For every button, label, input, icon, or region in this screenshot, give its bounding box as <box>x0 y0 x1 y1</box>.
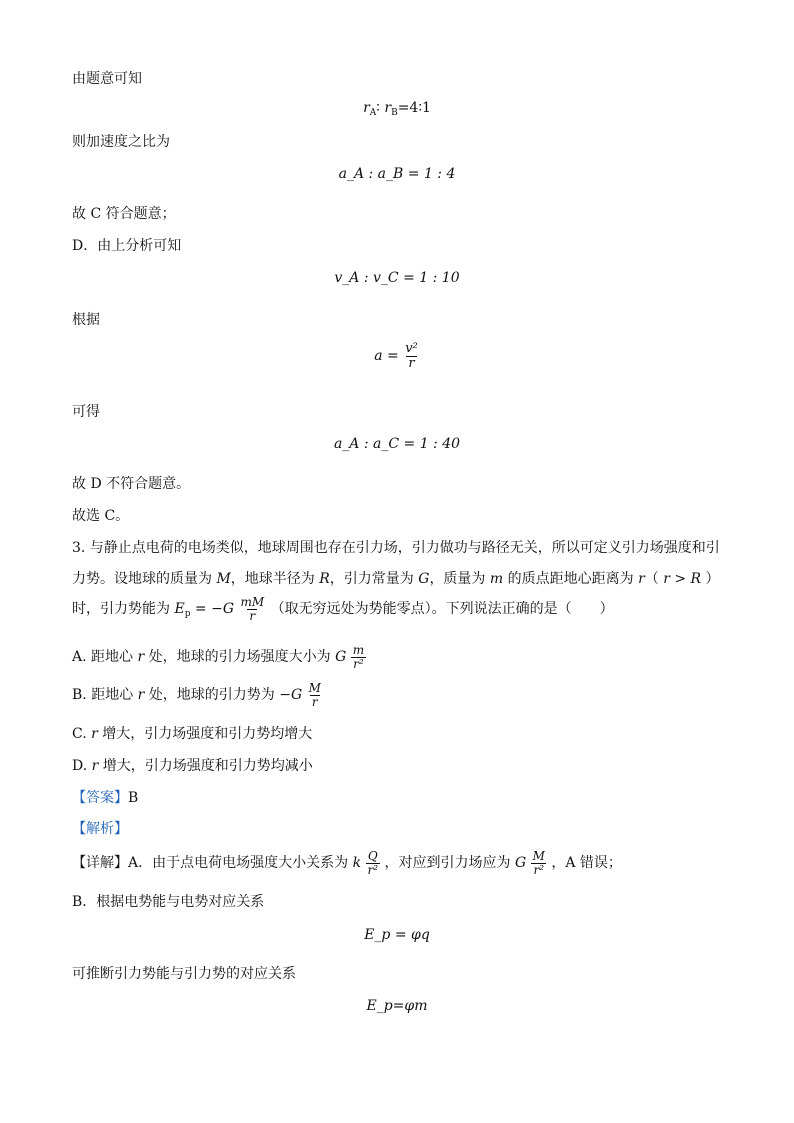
text-line: 可得 <box>72 404 100 420</box>
text-line: 故 D 不符合题意。 <box>72 476 191 492</box>
option-d: D. r 增大，引力场强度和引力势均减小 <box>72 758 313 774</box>
text-line: 由题意可知 <box>72 71 142 87</box>
text-line: 故选 C。 <box>72 508 130 524</box>
option-b: B. 距地心 r 处，地球的引力势为 −G $\frac{M}{r}$ <box>72 681 321 709</box>
equation-ratio-r: $r_A∶$ $r_B=4∶1$ <box>363 100 431 118</box>
equation-accel-ratio-ac: a_A : a_C = 1 : 40 <box>333 436 461 452</box>
fraction: $\frac{mM}{r}$ <box>240 595 265 623</box>
equation-velocity-ratio: v_A : v_C = 1 : 10 <box>334 270 460 286</box>
equation-centripetal: a = $\frac{\text{v²}}{r}$ <box>374 341 418 371</box>
option-c: C. r 增大，引力场强度和引力势均增大 <box>72 726 313 742</box>
fraction: $\frac{Q}{\text{r²}}$ <box>367 849 379 877</box>
equation-potential-energy: E_p = φq <box>364 927 430 943</box>
text-line: B．根据电势能与电势对应关系 <box>72 894 265 910</box>
text-line: 故 C 符合题意； <box>72 206 176 222</box>
fraction: $\frac{\text{v²}}{r}$ <box>405 341 418 371</box>
text-line: 则加速度之比为 <box>72 134 170 150</box>
option-a: A. 距地心 r 处，地球的引力场强度大小为 G $\frac{m}{\text{r²}}$ <box>72 643 365 671</box>
question-3-line3: 时，引力势能为 $E_p = -G$ $\frac{mM}{r}$ （取无穷远处为势能零点）。下列说法正确的是（ ） <box>72 595 614 623</box>
equation-accel-ratio: a_A : a_B = 1 : 4 <box>338 166 456 182</box>
fraction: $\frac{m}{\text{r²}}$ <box>352 643 365 671</box>
equation-gravitational-potential: E_p=φm <box>366 998 428 1014</box>
answer-line: 【答案】B <box>72 790 139 806</box>
fraction: $\frac{M}{\text{r²}}$ <box>532 849 545 877</box>
question-3-line2: 力势。设地球的质量为 M，地球半径为 R，引力常量为 G，质量为 m 的质点距地心距离为 r（ r > R ） <box>72 571 720 587</box>
analysis-heading: 【解析】 <box>72 821 128 837</box>
detail-line: 【详解】A．由于点电荷电场强度大小关系为 k $\frac{Q}{\text{r²}}$ ，对应到引力场应为 G $\frac{M}{\text{r²}}$ ，A 错误； <box>72 849 622 877</box>
text-line: 可推断引力势能与引力势的对应关系 <box>72 966 296 982</box>
question-3-line1: 3. 与静止点电荷的电场类似，地球周围也存在引力场，引力做功与路径无关，所以可定义引力场强度和引 <box>72 540 720 556</box>
fraction: $\frac{M}{r}$ <box>308 681 321 709</box>
text-line: 根据 <box>72 312 100 328</box>
text-line: D．由上分析可知 <box>72 238 182 254</box>
